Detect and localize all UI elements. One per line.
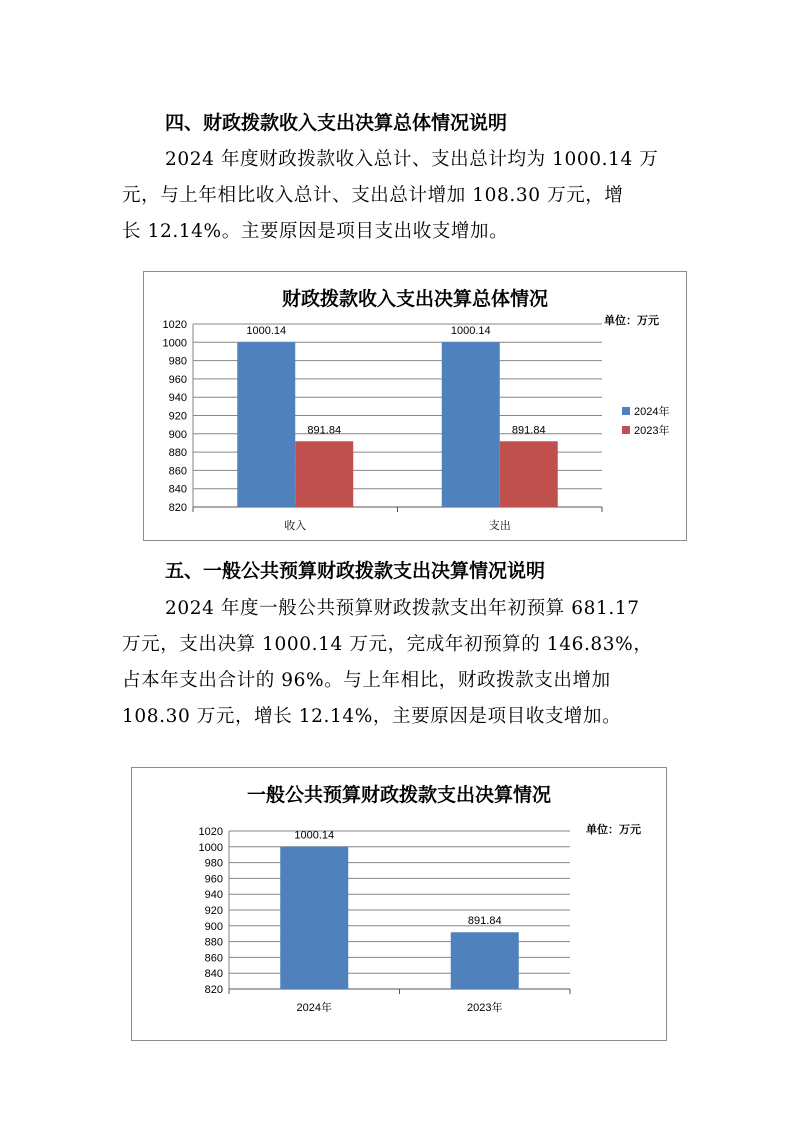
y-tick-label: 900 <box>204 920 223 933</box>
section-heading-5: 五、一般公共预算财政拨款支出决算情况说明 <box>165 560 546 582</box>
y-tick-label: 860 <box>168 465 187 478</box>
y-tick-label: 840 <box>204 968 223 981</box>
paragraph-line: 万元，支出决算 1000.14 万元，完成年初预算的 146.83%， <box>122 634 653 655</box>
y-tick-label: 840 <box>168 483 187 496</box>
legend-swatch <box>622 426 630 434</box>
section-paragraph-5 <box>122 591 685 735</box>
bar-0-1 <box>295 441 353 507</box>
paragraph-line: 2024 年度一般公共预算财政拨款支出年初预算 681.17 <box>165 598 640 619</box>
y-tick-label: 980 <box>204 857 223 870</box>
bar-0-0 <box>237 342 295 507</box>
paragraph-line: 占本年支出合计的 96%。与上年相比，财政拨款支出增加 <box>122 670 611 691</box>
y-tick-label: 1000 <box>198 841 223 854</box>
paragraph-line: 2024 年度财政拨款收入总计、支出总计均为 1000.14 万 <box>165 149 659 170</box>
section-paragraph-4 <box>122 142 685 250</box>
y-tick-label: 880 <box>204 936 223 949</box>
paragraph-line: 元，与上年相比收入总计、支出总计增加 108.30 万元，增 <box>122 185 624 206</box>
chart-plot <box>144 272 686 540</box>
legend-swatch <box>622 407 630 415</box>
y-tick-label: 940 <box>168 392 187 405</box>
x-tick-label: 2024年 <box>296 1002 332 1014</box>
legend-entry: 2024年 <box>634 406 670 418</box>
bar-1-0 <box>451 932 519 989</box>
y-tick-label: 1020 <box>162 319 187 331</box>
chart-income-expense-overview <box>143 271 687 541</box>
data-label: 1000.14 <box>294 829 335 842</box>
chart-unit-label: 单位：万元 <box>604 314 659 327</box>
data-label: 891.84 <box>467 915 502 928</box>
y-tick-label: 980 <box>168 355 187 368</box>
y-tick-label: 880 <box>168 447 187 460</box>
chart-general-budget-expense <box>131 767 667 1041</box>
y-tick-label: 960 <box>204 873 223 886</box>
chart-title: 财政拨款收入支出决算总体情况 <box>281 288 548 310</box>
chart-plot <box>132 768 666 1040</box>
y-tick-label: 1020 <box>198 826 223 838</box>
x-tick-label: 收入 <box>284 520 307 532</box>
x-tick-label: 支出 <box>488 520 511 532</box>
chart-title: 一般公共预算财政拨款支出决算情况 <box>246 784 551 806</box>
bar-1-0 <box>442 342 500 507</box>
data-label: 891.84 <box>307 424 342 437</box>
section-heading-4: 四、财政拨款收入支出决算总体情况说明 <box>165 112 508 134</box>
legend-entry: 2023年 <box>634 425 670 437</box>
data-label: 1000.14 <box>450 325 491 338</box>
y-tick-label: 920 <box>204 905 223 917</box>
y-tick-label: 820 <box>204 984 223 996</box>
y-tick-label: 820 <box>168 502 187 514</box>
chart-unit-label: 单位：万元 <box>586 823 641 836</box>
paragraph-line: 长 12.14%。主要原因是项目支出收支增加。 <box>122 221 509 242</box>
y-tick-label: 960 <box>168 373 187 386</box>
data-label: 891.84 <box>511 424 546 437</box>
bar-1-1 <box>500 441 558 507</box>
data-label: 1000.14 <box>246 325 287 338</box>
y-tick-label: 1000 <box>162 337 187 350</box>
y-tick-label: 900 <box>168 428 187 441</box>
y-tick-label: 860 <box>204 952 223 965</box>
y-tick-label: 920 <box>168 410 187 423</box>
y-tick-label: 940 <box>204 889 223 902</box>
paragraph-line: 108.30 万元，增长 12.14%，主要原因是项目收支增加。 <box>122 706 622 727</box>
bar-0-0 <box>280 847 348 989</box>
x-tick-label: 2023年 <box>467 1002 503 1014</box>
